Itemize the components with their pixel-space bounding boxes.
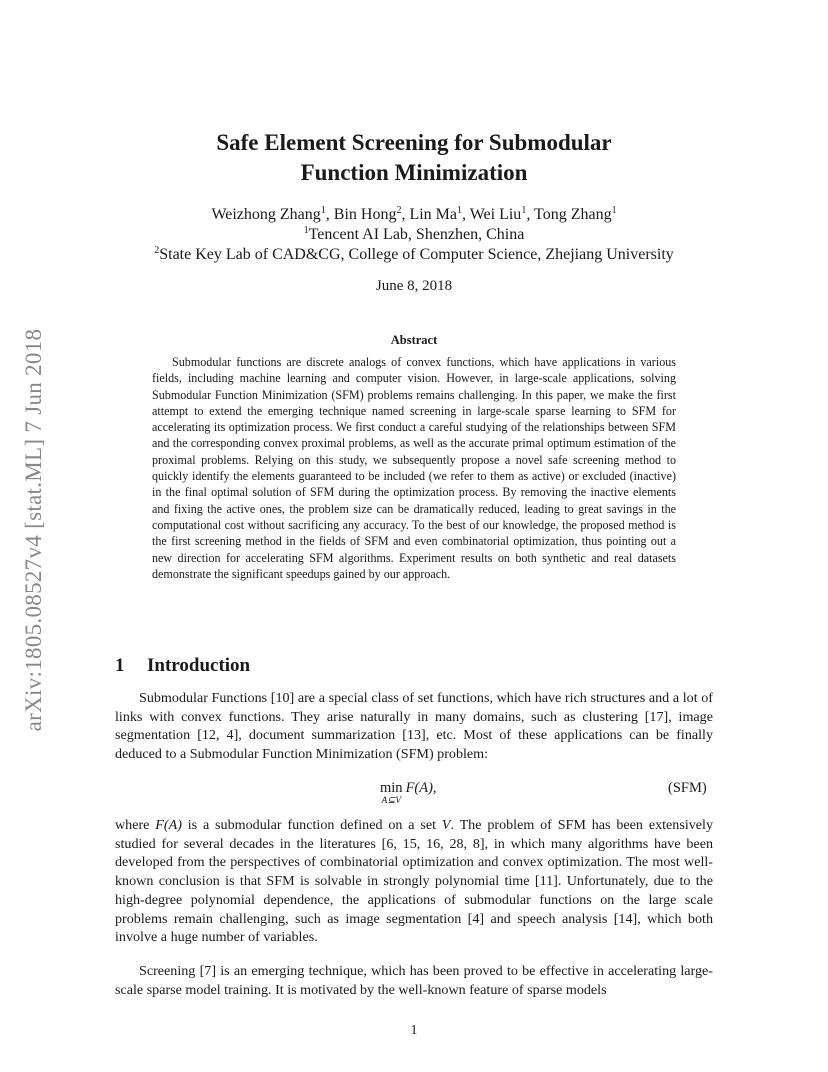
author-name: Weizhong Zhang (211, 206, 321, 223)
author-block (0, 205, 828, 265)
section-number: 1 (115, 655, 125, 676)
page-number: 1 (410, 1023, 418, 1038)
affiliation-mark: 1 (611, 205, 617, 216)
title-line-2: Function Minimization (300, 160, 528, 185)
arxiv-identifier-stamp: arXiv:1805.08527v4 [stat.ML] 7 Jun 2018 (21, 328, 46, 732)
intro-paragraph-2: where F(A) is a submodular function defined on a set V. The problem of SFM has been extensively studied for several decades in the literatures [6, 15, 16, 28, 8], in which many algorithms have been developed from the perspectives of combinatorial optimization and convex optimization. The most well-known conclusion is that SFM is solvable in strongly polynomial time [11]. Unfortunately, due to the high-degree polynomial dependence, the applications of submodular functions on the large scale problems remain challenging, such as image segmentation [4] and speech analysis [14], which both involve a huge number of variables. (115, 817, 714, 946)
equation-label: (SFM) (668, 780, 707, 796)
section-title: Introduction (147, 655, 251, 676)
min-operator: min A⊆V (380, 780, 403, 806)
author-list: Weizhong Zhang$^1$, Bin Hong$^2$, Lin Ma$^1$, Wei Liu$^1$, Tong Zhang$^1$ (211, 205, 617, 223)
affiliation-mark: 1 (320, 205, 326, 216)
intro-paragraph-3: Screening [7] is an emerging technique, which has been proved to be effective in accelerating large-scale sparse model training. It is motivated by the well-known feature of sparse models (115, 963, 713, 998)
intro-paragraph-1: Submodular Functions [10] are a special class of set functions, which have rich structures and a lot of links with convex functions. They arise naturally in many domains, such as clustering [17], image segmentation [12, 4], document summarization [13], etc. Most of these applications can be finally deduced to a Submodular Function Minimization (SFM) problem: (115, 690, 713, 763)
affiliation-mark: 1 (521, 205, 527, 216)
author-name: Bin Hong (333, 206, 397, 223)
affiliation-mark: 2 (396, 205, 402, 216)
publication-date: June 8, 2018 (375, 278, 453, 294)
affiliation-2: $^2$State Key Lab of CAD&CG, College of Computer Science, Zhejiang University (154, 245, 674, 263)
author-name: Tong Zhang (534, 206, 612, 223)
sfm-equation (380, 780, 437, 806)
affiliation-1: $^1$Tencent AI Lab, Shenzhen, China (303, 225, 525, 243)
equation-body: F(A), (405, 780, 437, 796)
abstract-text: Submodular functions are discrete analogs of convex functions, which have applications in various fields, including machine learning and computer vision. However, in large-scale applications, solving Submodular Function Minimization (SFM) problems remains challenging. In this paper, we make the first attempt to extend the emerging technique named screening in large-scale sparse learning to SFM for accelerating its optimization process. We first conduct a careful studying of the relationships between SFM and the corresponding convex proximal problems, as well as the accurate primal optimum estimation of the proximal problems. Relying on this study, we subsequently propose a novel safe screening method to quickly identify the elements guaranteed to be included (we refer to them as active) or excluded (inactive) in the final optimal solution of SFM during the optimization process. By removing the inactive elements and fixing the active ones, the problem size can be dramatically reduced, leading to great savings in the computational cost without sacrificing any accuracy. To the best of our knowledge, the proposed method is the first screening method in the fields of SFM and even combinatorial optimization, thus pointing out a new direction for accelerating SFM algorithms. Experiment results on both synthetic and real datasets demonstrate the significant speedups gained by our approach. (152, 355, 676, 581)
title-line-1: Safe Element Screening for Submodular (216, 130, 612, 155)
affiliation-mark: 1 (457, 205, 462, 216)
section-heading (115, 655, 250, 677)
paper-title (0, 128, 828, 188)
author-name: Wei Liu (469, 206, 522, 223)
abstract-heading: Abstract (390, 333, 438, 347)
author-name: Lin Ma (409, 206, 457, 223)
